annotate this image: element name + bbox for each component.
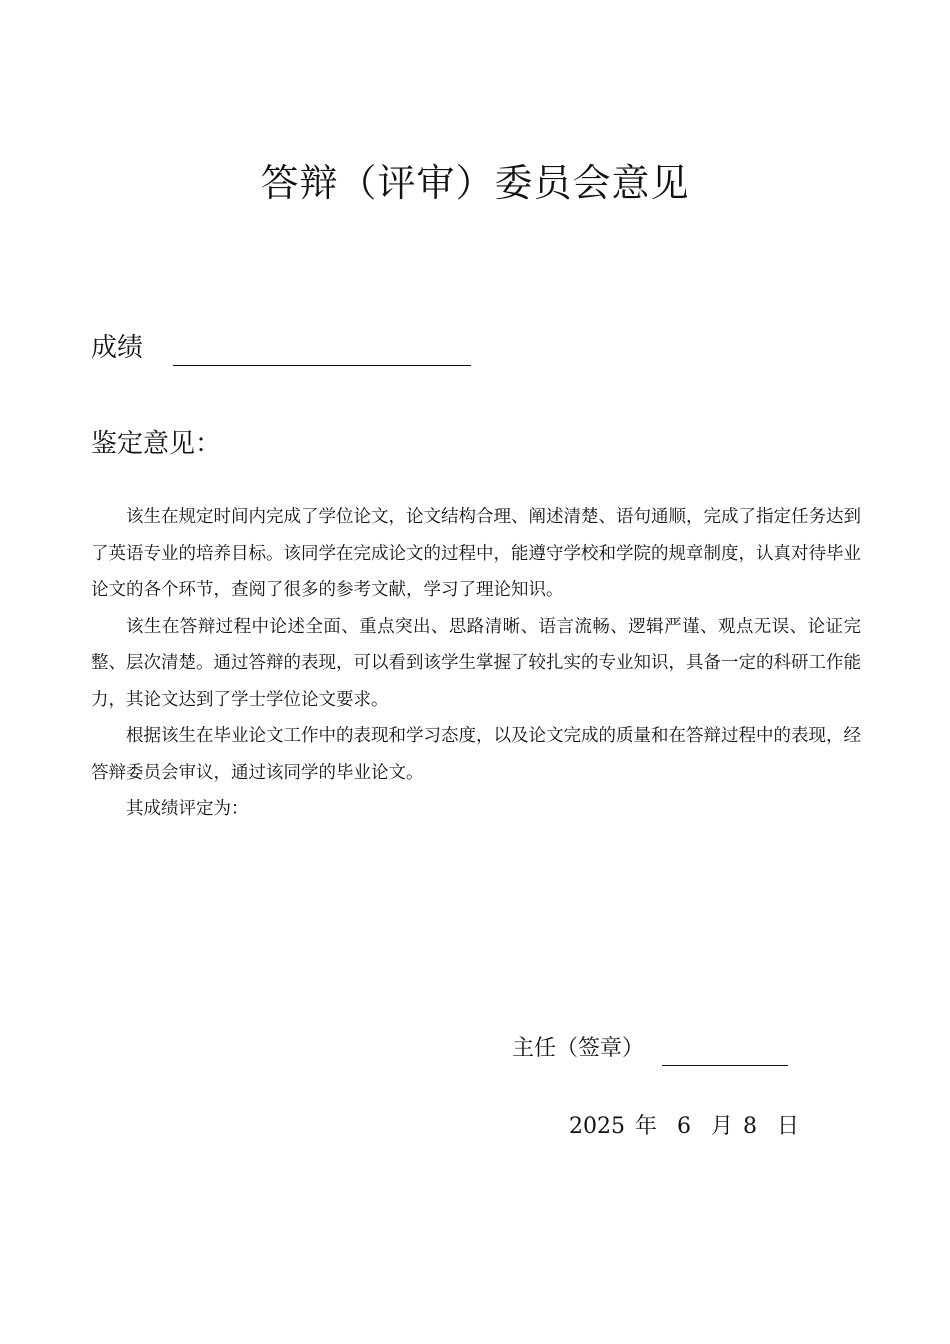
date-year: 2025 bbox=[569, 1114, 625, 1139]
grade-row bbox=[91, 326, 471, 366]
date-day-unit: 日 bbox=[777, 1114, 800, 1139]
date-month-unit: 月 bbox=[711, 1114, 734, 1139]
grade-input-line[interactable] bbox=[173, 333, 471, 366]
opinion-paragraph: 该生在规定时间内完成了学位论文，论文结构合理、阐述清楚、语句通顺，完成了指定任务达到了英语专业的培养目标。该同学在完成论文的过程中，能遵守学校和学院的规章制度，认真对待毕业论文的各个环节，查阅了很多的参考文献，学习了理论知识。 bbox=[91, 507, 861, 600]
signature-line[interactable] bbox=[662, 1037, 788, 1066]
opinion-paragraph: 该生在答辩过程中论述全面、重点突出、思路清晰、语言流畅、逻辑严谨、观点无误、论证完整、层次清楚。通过答辩的表现，可以看到该学生掌握了较扎实的专业知识，具备一定的科研工作能力，其论文达到了学士学位论文要求。 bbox=[91, 616, 861, 710]
date-day: 8 bbox=[743, 1114, 758, 1139]
opinion-paragraph: 根据该生在毕业论文工作中的表现和学习态度，以及论文完成的质量和在答辩过程中的表现，经答辩委员会审议，通过该同学的毕业论文。 bbox=[91, 726, 861, 783]
opinion-paragraph: 其成绩评定为： bbox=[126, 799, 249, 819]
page-title: 答辩（评审）委员会意见 bbox=[260, 161, 690, 205]
date-row bbox=[569, 1110, 799, 1144]
signature-label: 主任（签章） bbox=[512, 1036, 645, 1061]
opinion-body bbox=[91, 499, 861, 828]
opinion-heading: 鉴定意见： bbox=[91, 429, 222, 459]
date-month: 6 bbox=[677, 1114, 692, 1139]
signature-row bbox=[512, 1030, 788, 1066]
grade-label: 成绩 bbox=[91, 333, 144, 363]
date-year-unit: 年 bbox=[635, 1114, 658, 1139]
